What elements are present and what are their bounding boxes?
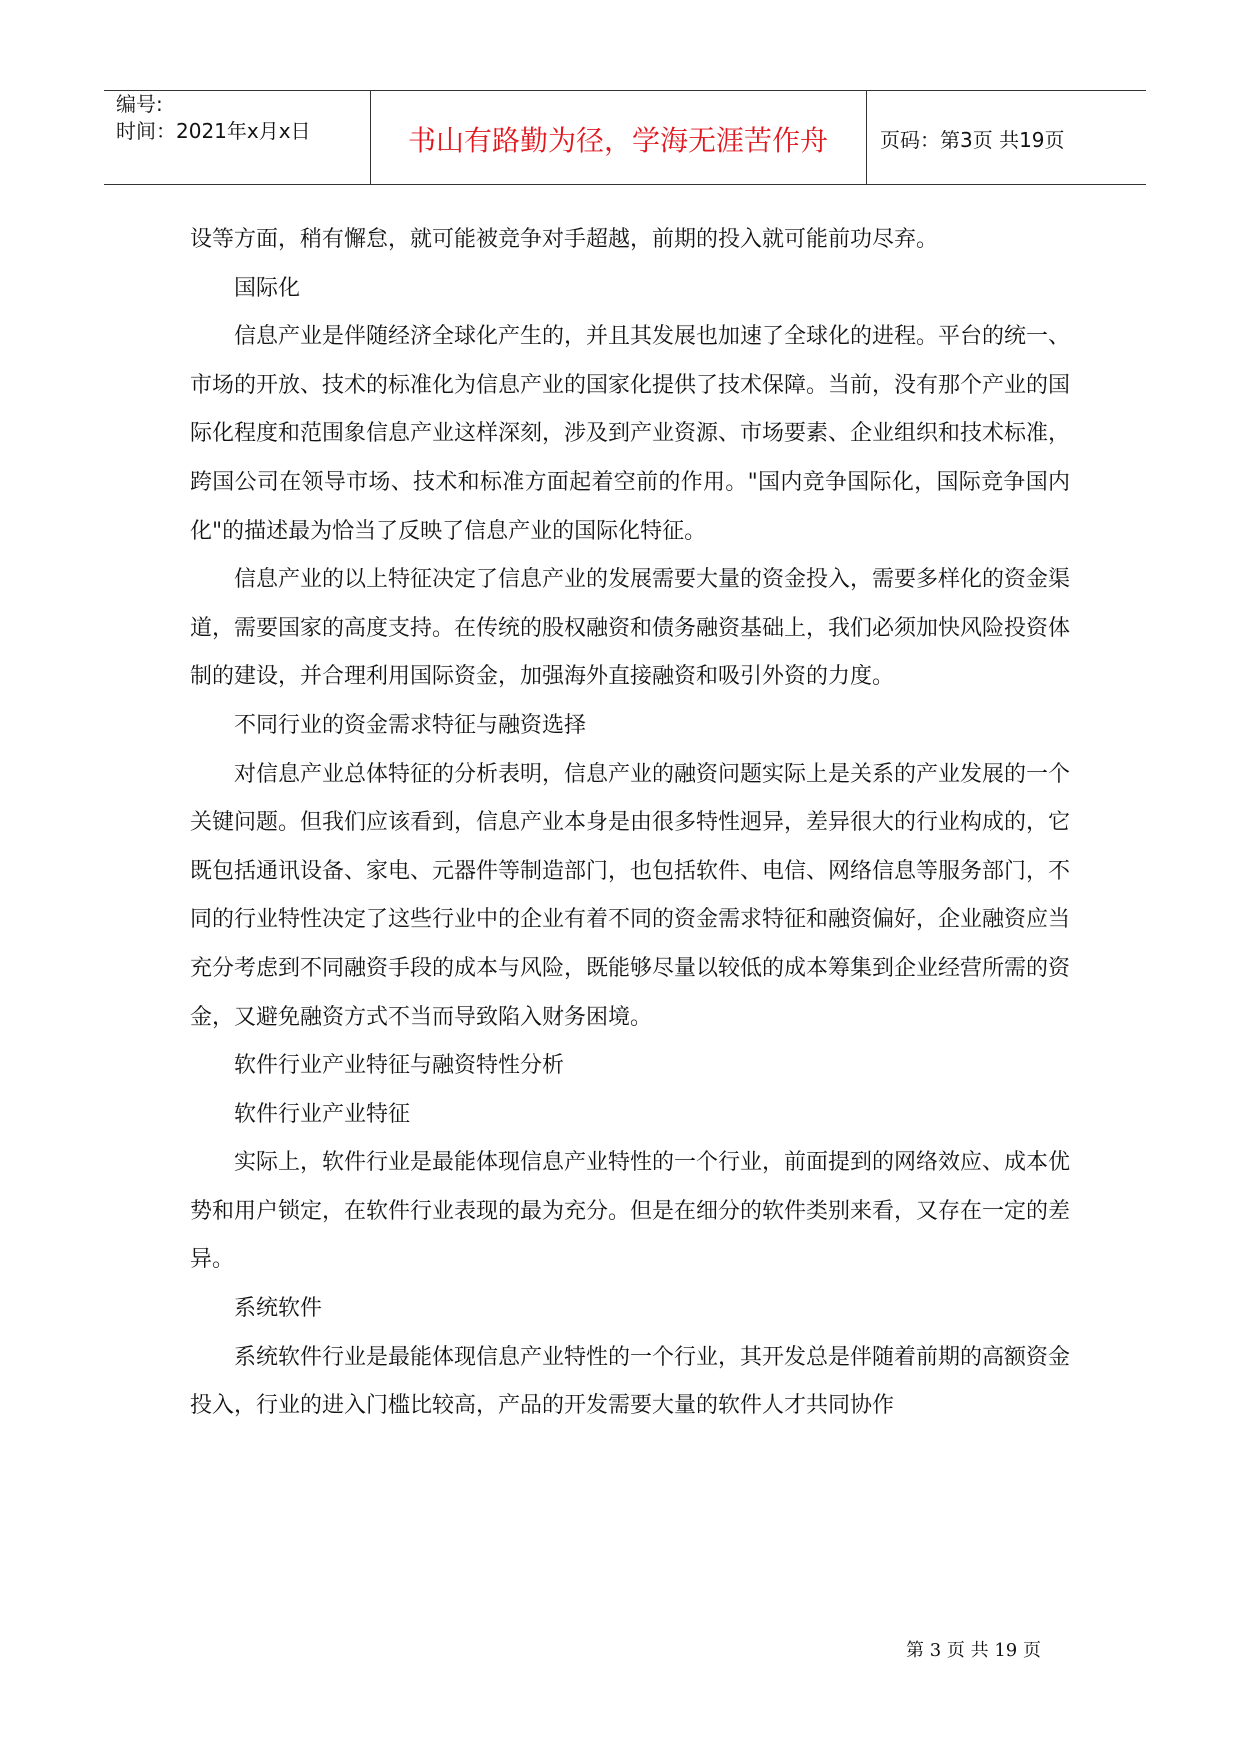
header-time-label: 时间：2021年x月x日 bbox=[116, 119, 311, 143]
body-paragraph: 实际上，软件行业是最能体现信息产业特性的一个行业，前面提到的网络效应、成本优势和用户锁定，在软件行业表现的最为充分。但是在细分的软件类别来看，又存在一定的差异。 bbox=[190, 1150, 1071, 1273]
body-paragraph: 对信息产业总体特征的分析表明，信息产业的融资问题实际上是关系的产业发展的一个关键问题。但我们应该看到，信息产业本身是由很多特性迥异，差异很大的行业构成的，它既包括通讯设备、家电、元器件等制造部门，也包括软件、电信、网络信息等服务部门，不同的行业特性决定了这些行业中的企业有着不同的资金需求特征和融资偏好，企业融资应当充分考虑到不同融资手段的成本与风险，既能够尽量以较低的成本筹集到企业经营所需的资金，又避免融资方式不当而导致陷入财务困境。 bbox=[190, 761, 1071, 1030]
header-number-label: 编号: bbox=[116, 92, 163, 116]
document-body bbox=[190, 216, 1070, 1431]
header-page-cell bbox=[870, 91, 1146, 184]
header-meta bbox=[116, 91, 364, 184]
header-page-code: 页码：第3页 共19页 bbox=[880, 128, 1065, 152]
page-footer: 第 3 页 共 19 页 bbox=[906, 1640, 1041, 1661]
section-heading-software-features: 软件行业产业特征 bbox=[234, 1101, 411, 1127]
body-paragraph: 信息产业的以上特征决定了信息产业的发展需要大量的资金投入，需要多样化的资金渠道，需要国家的高度支持。在传统的股权融资和债务融资基础上，我们必须加快风险投资体制的建设，并合理利用国际资金，加强海外直接融资和吸引外资的力度。 bbox=[190, 567, 1071, 690]
header-motto: 书山有路勤为径，学海无涯苦作舟 bbox=[407, 124, 828, 157]
document-header bbox=[104, 90, 1146, 185]
body-paragraph: 系统软件行业是最能体现信息产业特性的一个行业，其开发总是伴随着前期的高额资金投入，行业的进入门槛比较高，产品的开发需要大量的软件人才共同协作 bbox=[190, 1344, 1071, 1419]
body-paragraph-continued: 设等方面，稍有懈怠，就可能被竞争对手超越，前期的投入就可能前功尽弃。 bbox=[190, 227, 939, 252]
section-heading-internationalization: 国际化 bbox=[234, 275, 301, 301]
section-heading-system-software: 系统软件 bbox=[234, 1296, 323, 1322]
section-heading-industry-financing: 不同行业的资金需求特征与融资选择 bbox=[234, 712, 587, 738]
body-paragraph: 信息产业是伴随经济全球化产生的，并且其发展也加速了全球化的进程。平台的统一、市场的开放、技术的标准化为信息产业的国家化提供了技术保障。当前，没有那个产业的国际化程度和范围象信息产业这样深刻，涉及到产业资源、市场要素、企业组织和技术标准，跨国公司在领导市场、技术和标准方面起着空前的作用。"国内竞争国际化，国际竞争国内化"的描述最为恰当了反映了信息产业的国际化特征。 bbox=[190, 324, 1071, 544]
header-motto-cell bbox=[370, 91, 866, 184]
header-divider-right bbox=[866, 91, 867, 184]
section-heading-software-analysis: 软件行业产业特征与融资特性分析 bbox=[234, 1053, 565, 1079]
